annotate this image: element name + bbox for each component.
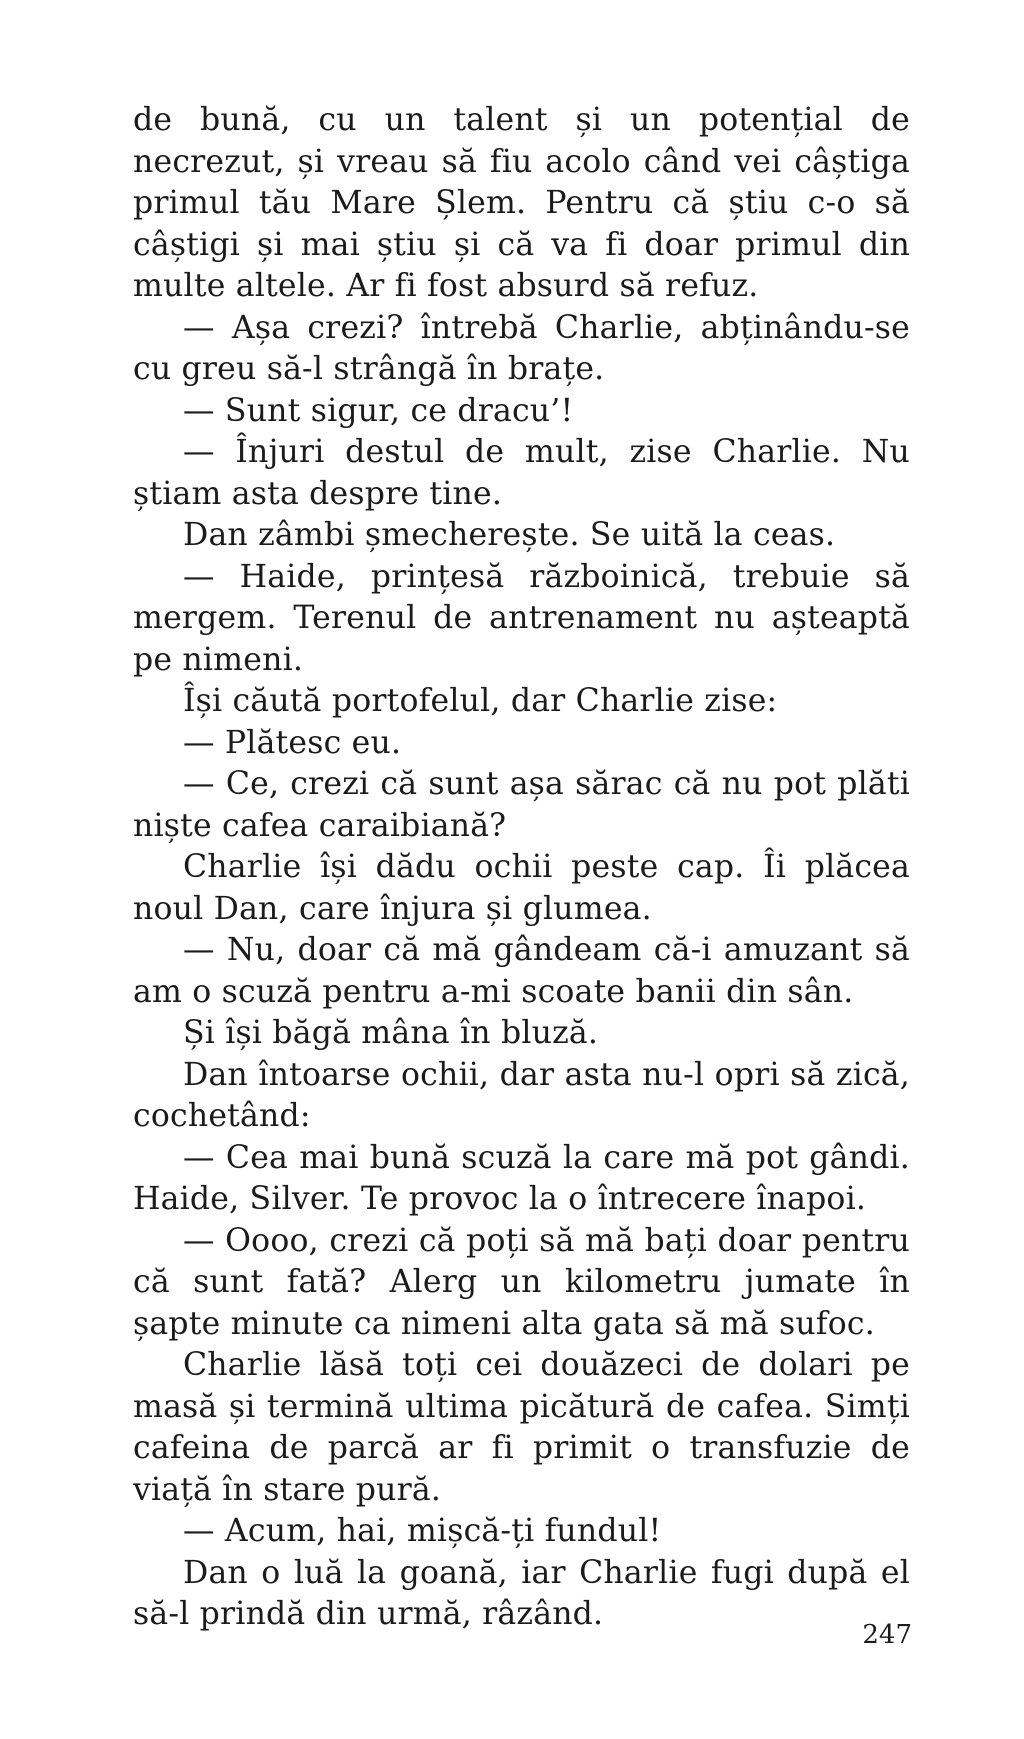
paragraph: — Plătesc eu. [183,724,402,761]
paragraph: Charlie lăsă toți cei douăzeci de dolari pe masă și termină ultima picătură de cafea. Simți cafeina de parcă ar fi primit o transfuzie de viață în stare pură. [133,1347,910,1508]
paragraph: — Nu, doar că mă gândeam că-i amuzant să am o scuză pentru a-mi scoate banii din sân. [133,932,910,1010]
paragraph: Charlie își dădu ochii peste cap. Îi plăcea noul Dan, care înjura și glumea. [133,849,910,927]
paragraph: Și își băgă mâna în bluză. [183,1015,599,1051]
paragraph: Dan întoarse ochii, dar asta nu-l opri să zică, cochetând: [133,1056,910,1134]
paragraph: Își căută portofelul, dar Charlie zise: [183,683,778,719]
paragraph: — Acum, hai, mișcă-ți fundul! [183,1513,662,1549]
book-page-text [133,100,910,1636]
paragraph: — Cea mai bună scuză la care mă pot gândi. Haide, Silver. Te provoc la o întrecere înapoi. [133,1139,910,1217]
paragraph: Dan zâmbi șmecherește. Se uită la ceas. [183,517,836,553]
paragraph: — Ce, crezi că sunt așa sărac că nu pot plăti niște cafea caraibiană? [133,766,910,844]
paragraph: — Haide, prințesă războinică, trebuie să mergem. Terenul de antrenament nu așteaptă pe nimeni. [133,558,910,678]
paragraph: — Sunt sigur, ce dracu’! [183,392,574,429]
paragraph: — Înjuri destul de mult, zise Charlie. Nu știam asta despre tine. [133,434,910,512]
paragraph-continuation: de bună, cu un talent și un potențial de necrezut, și vreau să fiu acolo când vei câștiga primul tău Mare Șlem. Pentru că știu c-o să câștigi și mai știu și că va fi doar primul din multe altele. Ar fi fost absurd să refuz. [133,102,910,304]
paragraph: — Așa crezi? întrebă Charlie, abținându-se cu greu să-l strângă în brațe. [133,309,910,387]
page-number: 247 [862,1620,912,1650]
paragraph: Dan o luă la goană, iar Charlie fugi după el să-l prindă din urmă, râzând. [133,1554,910,1632]
paragraph: — Oooo, crezi că poți să mă bați doar pentru că sunt fată? Alerg un kilometru jumate în șapte minute ca nimeni alta gata să mă sufoc. [133,1222,910,1342]
